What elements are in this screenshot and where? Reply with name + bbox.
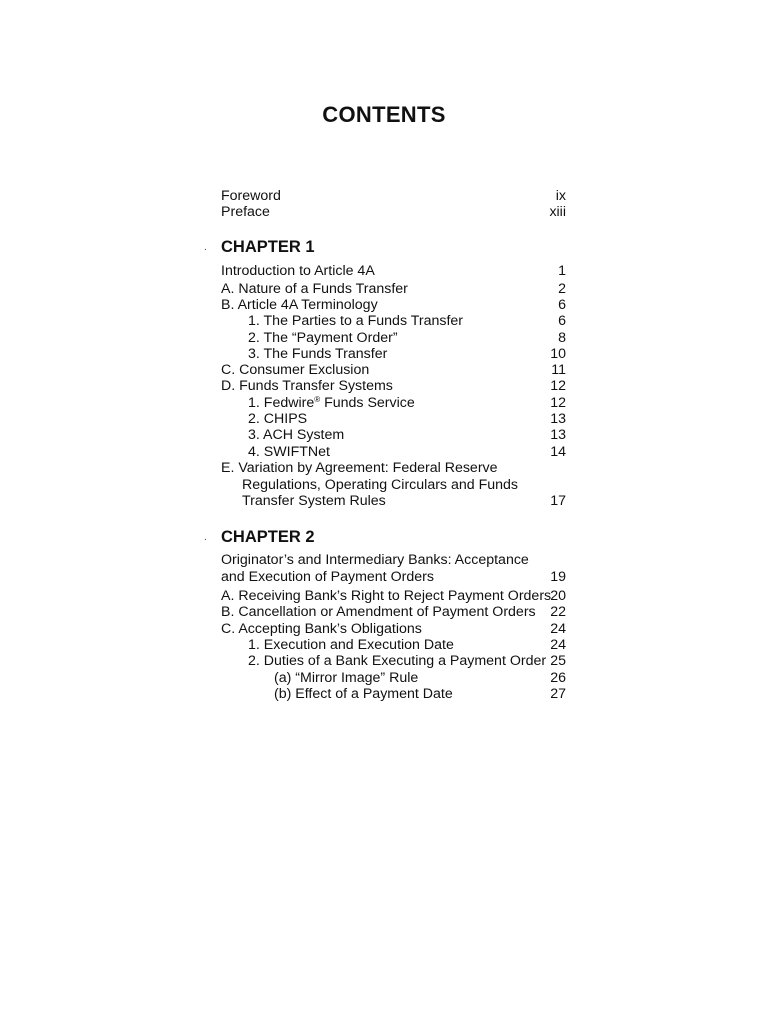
toc-entry-label: and Execution of Payment Orders — [221, 569, 434, 585]
toc-entry-label: 4. SWIFTNet — [248, 444, 330, 460]
toc-entry-label: 3. ACH System — [248, 427, 345, 443]
toc-entry-page: 20 — [550, 588, 566, 604]
toc-entry-label: 2. The “Payment Order” — [248, 330, 398, 346]
chapter-1-heading[interactable]: CHAPTER 1 — [221, 238, 315, 256]
chapter-bullet: . — [204, 242, 207, 253]
chapter-2-heading[interactable]: CHAPTER 2 — [221, 528, 315, 546]
toc-entry-page: ix — [555, 188, 566, 204]
toc-entry-label: Transfer System Rules — [242, 493, 386, 509]
toc-entry-label: E. Variation by Agreement: Federal Reserve — [221, 460, 498, 476]
toc-entry-label: (a) “Mirror Image” Rule — [274, 670, 419, 686]
toc-entry-label: C. Consumer Exclusion — [221, 362, 370, 378]
toc-entry-page: 13 — [550, 427, 566, 443]
toc-entry-label: 2. Duties of a Bank Executing a Payment Order — [248, 653, 547, 669]
toc-entry-label: (b) Effect of a Payment Date — [274, 686, 453, 702]
toc-entry-label: 1. The Parties to a Funds Transfer — [248, 313, 464, 329]
chapter-bullet: . — [204, 532, 207, 543]
toc-entry-label: B. Article 4A Terminology — [221, 297, 378, 313]
toc-entry-label: A. Nature of a Funds Transfer — [221, 281, 408, 297]
toc-entry-page: xiii — [549, 204, 566, 220]
toc-entry-label: Preface — [221, 204, 270, 220]
toc-entry-label-text: Funds Service — [320, 395, 415, 411]
toc-entry-page: 25 — [550, 653, 566, 669]
toc-entry-page: 12 — [550, 378, 566, 394]
toc-entry-page: 2 — [558, 281, 566, 297]
toc-entry-page: 8 — [558, 330, 566, 346]
toc-entry-page: 12 — [550, 395, 566, 411]
toc-entry-page: 24 — [550, 637, 566, 653]
toc-entry-page: 27 — [550, 686, 566, 702]
toc-entry-label: C. Accepting Bank’s Obligations — [221, 621, 422, 637]
toc-entry-page: 13 — [550, 411, 566, 427]
toc-entry-label: 2. CHIPS — [248, 411, 308, 427]
toc-entry-label: B. Cancellation or Amendment of Payment Orders — [221, 604, 536, 620]
toc-entry-label: Regulations, Operating Circulars and Funds — [242, 477, 519, 493]
toc-entry-label: 1. Execution and Execution Date — [248, 637, 454, 653]
toc-entry-label: Introduction to Article 4A — [221, 263, 375, 279]
registered-mark: ® — [314, 395, 321, 404]
toc-entry-page: 11 — [551, 362, 566, 378]
toc-entry-label: Originator’s and Intermediary Banks: Acceptance — [221, 552, 529, 568]
toc-entry-label: D. Funds Transfer Systems — [221, 378, 393, 394]
toc-entry-label: 3. The Funds Transfer — [248, 346, 388, 362]
toc-entry-page: 14 — [550, 444, 566, 460]
toc-entry-page: 1 — [558, 263, 566, 279]
page-title: CONTENTS — [322, 102, 446, 127]
toc-entry-label — [248, 395, 415, 411]
toc-entry-page: 22 — [550, 604, 566, 620]
toc-entry-page: 6 — [558, 313, 566, 329]
toc-entry-page: 6 — [558, 297, 566, 313]
toc-entry-page: 10 — [550, 346, 566, 362]
toc-entry-page: 26 — [550, 670, 566, 686]
toc-entry-page: 19 — [550, 569, 566, 585]
toc-entry-label: Foreword — [221, 188, 281, 204]
toc-entry-page: 17 — [550, 493, 566, 509]
toc-entry-label-text: 1. Fedwire — [248, 395, 315, 411]
toc-entry-label: A. Receiving Bank’s Right to Reject Payment Orders — [221, 588, 552, 604]
toc-entry-page: 24 — [550, 621, 566, 637]
